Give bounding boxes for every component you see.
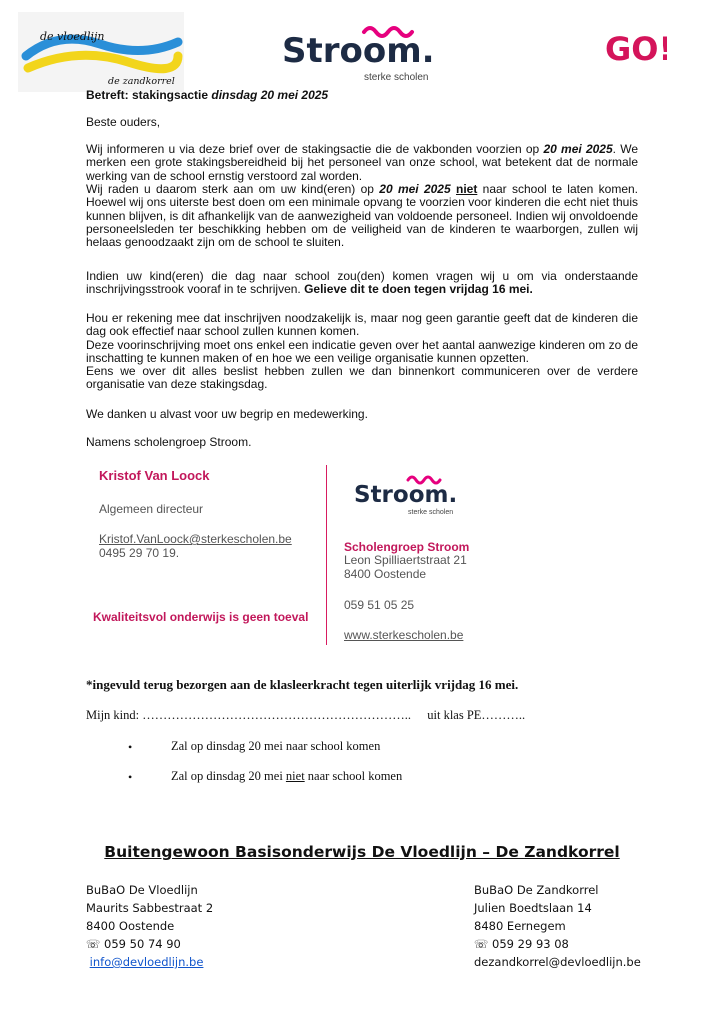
stroom-logo-small [350,472,462,518]
paragraph-1: Wij informeren u via deze brief over de stakingsactie die de vakbonden voorzien op 20 mei 2025. We merken een grote stakingsbereidheid bij het personeel van onze school, wat betekent dat de normale werking van de school ernstig verstoord zal worden. [86,142,639,183]
vloedlijn-logo-top-text: de vloedlijn [40,30,105,43]
class-field[interactable]: uit klas PE……….. [427,708,526,722]
footer-right-address [474,881,641,971]
vloedlijn-logo-bottom-text: de zandkorrel [108,76,175,87]
stroom-logo [280,20,450,86]
stroom-logo-word: Stroom. [282,31,435,71]
vloedlijn-logo [18,12,184,92]
stroom-logo-small-word: Stroom. [354,482,458,508]
footer-right-street: Julien Boedtslaan 14 [474,901,592,915]
signatory-email-link[interactable]: Kristof.VanLoock@sterkescholen.be [99,532,292,546]
paragraph-thanks: We danken u alvast voor uw begrip en medewerking. [86,407,368,421]
footer-left-phone: 059 50 74 90 [104,937,181,951]
footer-title: Buitengewoon Basisonderwijs De Vloedlijn – De Zandkorrel [104,843,620,861]
paragraph-3: Indien uw kind(eren) die dag naar school zou(den) komen vragen wij u om via onderstaande inschrijvingsstrook vooraf in te schrijven. Gelieve dit te doen tegen vrijdag 16 mei. [86,269,638,297]
paragraph-closing: Namens scholengroep Stroom. [86,435,252,449]
motto: Kwaliteitsvol onderwijs is geen toeval [93,610,309,624]
stroom-logo-small-sub: sterke scholen [408,509,454,516]
footer-left-phone-row [86,935,213,953]
paragraph-2: Wij raden u daarom sterk aan om uw kind(eren) op 20 mei 2025 niet naar school te laten komen. Hoewel wij ons uiterste best doen om een minimale opvang te voorzien voor kinderen die echt niet thuis kunnen blijven, is dit afhankelijk van de aanwezigheid van voldoende personeel. Indien wij onvoldoende personeelsleden ter beschikking hebben om de veiligheid van de kinderen te waarborgen, zullen wij helaas genoodzaakt zijn om de school te sluiten. [86,182,638,250]
org-phone: 059 51 05 25 [344,598,415,612]
salutation: Beste ouders, [86,115,161,129]
subject-date: dinsdag 20 mei 2025 [211,88,329,102]
org-street: Leon Spilliaertstraat 21 [344,553,467,567]
go-logo [603,20,667,72]
stroom-logo-sub: sterke scholen [364,72,429,83]
footer-left-address [86,881,213,971]
footer-left-email-link[interactable]: info@devloedlijn.be [89,955,204,969]
org-website-link[interactable]: www.sterkescholen.be [344,628,464,642]
go-logo-text: GO! [605,30,667,68]
option-comes-to-school[interactable]: Zal op dinsdag 20 mei naar school komen [171,739,381,753]
signatory-phone: 0495 29 70 19. [99,546,180,560]
signatory-name: Kristof Van Loock [99,468,210,483]
org-name: Scholengroep Stroom [344,540,470,554]
signatory-role: Algemeen directeur [99,502,204,516]
footer-right-name: BuBaO De Zandkorrel [474,883,599,897]
option-not-coming[interactable]: Zal op dinsdag 20 mei niet naar school komen [171,769,403,783]
subject-line: Betreft: stakingsactie dinsdag 20 mei 2025 [86,88,329,102]
footer-right-email[interactable]: dezandkorrel@devloedlijn.be [474,955,641,969]
bullet-2: • [128,770,133,784]
org-address [344,554,467,581]
footer-right-phone-row [474,935,641,953]
child-name-field[interactable]: Mijn kind: ……………………………………………………….. [86,708,412,722]
paragraph-4: Hou er rekening mee dat inschrijven noodzakelijk is, maar nog geen garantie geeft dat de kinderen die dag ook effectief naar school zullen kunnen komen. Deze voorinschrijving moet ons enkel een indicatie geven over het aantal aanwezige kinderen om zo de inschatting te kunnen maken of en hoe we een veilige organisatie kunnen opzetten. Eens we over dit alles beslist hebben zullen we dan binnenkort communiceren over de verdere organisatie van deze stakingsdag. [86,311,638,392]
signature-divider [326,465,327,645]
phone-icon: ☏ [86,937,101,951]
footer-left-name: BuBaO De Vloedlijn [86,883,198,897]
footer-right-phone: 059 29 93 08 [492,937,569,951]
org-city: 8400 Oostende [344,566,427,581]
footer-left-street: Maurits Sabbestraat 2 [86,901,214,915]
child-class-line [86,708,525,723]
form-title: *ingevuld terug bezorgen aan de klasleerkracht tegen uiterlijk vrijdag 16 mei. [86,677,519,692]
phone-icon: ☏ [474,937,489,951]
footer-left-city: 8400 Oostende [86,919,175,933]
bullet-1: • [128,740,133,754]
footer-right-city: 8480 Eernegem [474,919,566,933]
